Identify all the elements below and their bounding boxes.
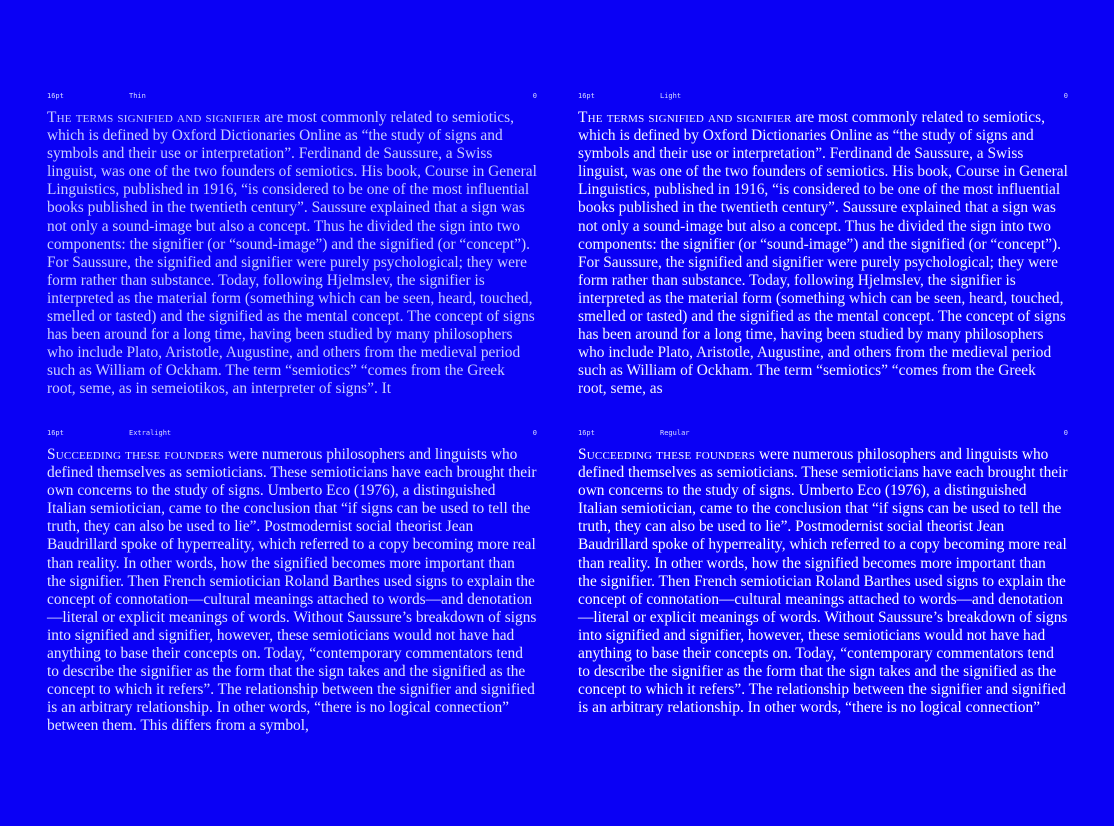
paragraph-text: are most commonly related to semiotics, which is defined by Oxford Dictionaries Online as “the study of signs and symbols and their use or interpretation”. Ferdinand de Saussure, a Swiss linguist, was one of the two founders of semiotics. His book, Course in General Linguistics, published in 1916, “is considered to be one of the most influential books published in the twentieth century”. Saussure explained that a sign was not only a sound-image but also a concept. Thus he divided the sign into two components: the signifier (or “sound-image”) and the signified (or “concept”). For Saussure, the signified and signifier were purely psychological; they were form rather than substance. Today, following Hjelmslev, the signifier is interpreted as the material form (something which can be seen, heard, touched, smelled or tasted) and the signified as the mental concept. The concept of signs has been around for a long time, having been studied by many philosophers who include Plato, Aristotle, Augustine, and others from the medieval period such as William of Ockham. The term “semiotics” “comes from the Greek root, seme, as in semeiotikos, an interpreter of signs”. It — [47, 109, 537, 398]
specimen-header — [578, 91, 1068, 101]
specimen-extralight — [47, 428, 537, 733]
lead-in-small-caps: The terms signified and signifier — [578, 109, 792, 126]
font-weight-label: Light — [660, 92, 682, 100]
specimen-header — [578, 428, 1068, 438]
specimen-index: 0 — [1063, 92, 1068, 100]
specimen-regular — [578, 428, 1068, 733]
specimen-paragraph — [578, 446, 1068, 718]
specimen-header — [47, 91, 537, 101]
specimen-light — [578, 91, 1068, 396]
paragraph-text: are most commonly related to semiotics, which is defined by Oxford Dictionaries Online as “the study of signs and symbols and their use or interpretation”. Ferdinand de Saussure, a Swiss linguist, was one of the two founders of semiotics. His book, Course in General Linguistics, published in 1916, “is considered to be one of the most influential books published in the twentieth century”. Saussure explained that a sign was not only a sound-image but also a concept. Thus he divided the sign into two components: the signifier (or “sound-image”) and the signified (or “concept”). For Saussure, the signified and signifier were purely psychological; they were form rather than substance. Today, following Hjelmslev, the signifier is interpreted as the material form (something which can be seen, heard, touched, smelled or tasted) and the signified as the mental concept. The concept of signs has been around for a long time, having been studied by many philosophers who include Plato, Aristotle, Augustine, and others from the medieval period such as William of Ockham. The term “semiotics” “comes from the Greek root, seme, as — [578, 109, 1068, 398]
font-size-label: 16pt — [47, 429, 64, 437]
lead-in-small-caps: Succeeding these founders — [47, 446, 225, 463]
specimen-index: 0 — [1063, 429, 1068, 437]
font-weight-label: Extralight — [129, 429, 172, 437]
font-weight-label: Regular — [660, 429, 690, 437]
specimen-index: 0 — [532, 429, 537, 437]
font-weight-label: Thin — [129, 92, 146, 100]
lead-in-small-caps: Succeeding these founders — [578, 446, 756, 463]
specimen-thin — [47, 91, 537, 396]
specimen-paragraph — [578, 109, 1068, 398]
font-size-label: 16pt — [47, 92, 64, 100]
lead-in-small-caps: The terms signified and signifier — [47, 109, 261, 126]
font-size-label: 16pt — [578, 429, 595, 437]
specimen-paragraph — [47, 446, 537, 735]
font-size-label: 16pt — [578, 92, 595, 100]
specimen-paragraph — [47, 109, 537, 398]
paragraph-text: were numerous philosophers and linguists who defined themselves as semioticians. These semioticians have each brought their own concerns to the study of signs. Umberto Eco (1976), a distinguished Italian semiotician, came to the conclusion that “if signs can be used to tell the truth, they can also be used to lie”. Postmodernist social theorist Jean Baudrillard spoke of hyperreality, which referred to a copy becoming more real than reality. In other words, how the signified becomes more important than the signifier. Then French semiotician Roland Barthes used signs to explain the concept of connotation—cultural meanings attached to words—and denotation—literal or explicit meanings of words. Without Saussure’s breakdown of signs into signified and signifier, however, these semioticians would not have had anything to base their concepts on. Today, “contemporary commentators tend to describe the signifier as the form that the sign takes and the signified as the concept to which it refers”. The relationship between the signifier and signified is an arbitrary relationship. In other words, “there is no logical connection” — [578, 446, 1068, 717]
specimen-header — [47, 428, 537, 438]
paragraph-text: were numerous philosophers and linguists who defined themselves as semioticians. These semioticians have each brought their own concerns to the study of signs. Umberto Eco (1976), a distinguished Italian semiotician, came to the conclusion that “if signs can be used to tell the truth, they can also be used to lie”. Postmodernist social theorist Jean Baudrillard spoke of hyperreality, which referred to a copy becoming more real than reality. In other words, how the signified becomes more important than the signifier. Then French semiotician Roland Barthes used signs to explain the concept of connotation—cultural meanings attached to words—and denotation—literal or explicit meanings of words. Without Saussure’s breakdown of signs into signified and signifier, however, these semioticians would not have had anything to base their concepts on. Today, “contemporary commentators tend to describe the signifier as the form that the sign takes and the signified as the concept to which it refers”. The relationship between the signifier and signified is an arbitrary relationship. In other words, “there is no logical connection” between them. This differs from a symbol, — [47, 446, 537, 735]
specimen-index: 0 — [532, 92, 537, 100]
